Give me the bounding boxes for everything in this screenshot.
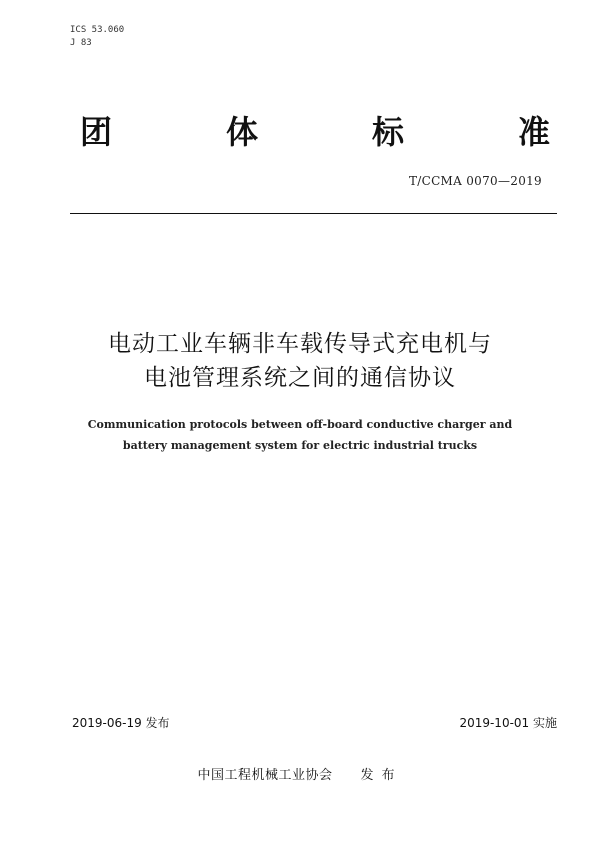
chinese-title-line: 电池管理系统之间的通信协议: [144, 365, 456, 391]
header-divider: [70, 213, 557, 214]
classification-codes: [70, 24, 124, 50]
implementation-date: 2019-10-01 实施: [459, 716, 557, 730]
publish-action: 发布: [360, 768, 403, 783]
publisher-line: [0, 764, 600, 783]
english-title-line: Communication protocols between off-board conductive charger and: [87, 418, 513, 431]
standard-number: T/CCMA 0070—2019: [408, 174, 542, 188]
english-title-line: battery management system for electric industrial trucks: [122, 439, 478, 452]
publisher-organization: 中国工程机械工业协会: [197, 768, 333, 783]
ics-code: ICS 53.060: [70, 25, 125, 35]
issue-date: 2019-06-19 发布: [72, 716, 170, 730]
ccs-code: J 83: [70, 38, 92, 48]
standard-type-heading: [80, 108, 550, 152]
standard-type-char: 体: [225, 113, 258, 151]
standard-type-char: 团: [80, 113, 113, 151]
standard-type-char: 标: [371, 113, 404, 151]
chinese-title-line: 电动工业车辆非车载传导式充电机与: [108, 331, 492, 357]
chinese-title: [60, 327, 540, 395]
english-title: [60, 414, 540, 456]
standard-type-char: 准: [517, 113, 550, 151]
